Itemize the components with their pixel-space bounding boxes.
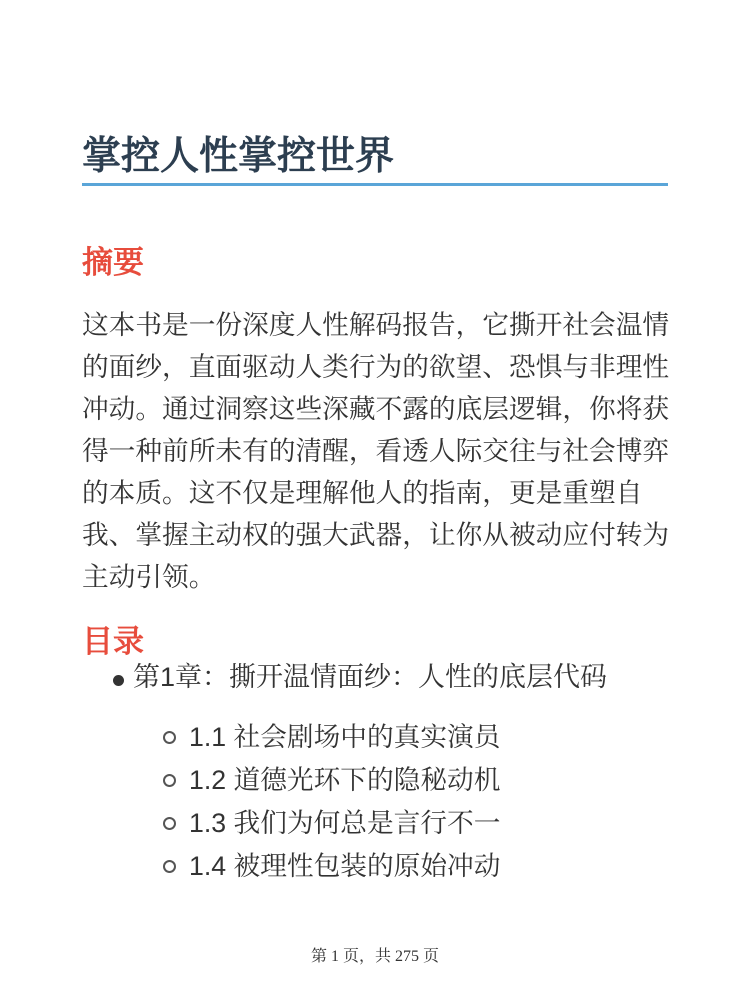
page-number-footer: 第 1 页，共 275 页	[310, 948, 439, 965]
toc-chapter-item	[82, 656, 692, 698]
bullet-circle-icon	[163, 731, 176, 744]
toc-section-list	[82, 716, 692, 888]
abstract-paragraph: 这本书是一份深度人性解码报告，它撕开社会温情的面纱，直面驱动人类行为的欲望、恐惧与非理性冲动。通过洞察这些深藏不露的底层逻辑，你将获得一种前所未有的清醒，看透人际交往与社会博弈的本质。这不仅是理解他人的指南，更是重塑自我、掌握主动权的强大武器，让你从被动应付转为主动引领。	[82, 309, 670, 592]
page-title: 掌控人性掌控世界	[82, 135, 395, 179]
toc-section-label: 1.3 我们为何总是言行不一	[189, 808, 501, 838]
bullet-circle-icon	[163, 860, 176, 873]
toc-section-item	[82, 759, 692, 801]
title-divider	[82, 183, 668, 186]
bullet-disc-icon	[113, 675, 124, 686]
toc-heading: 目录	[82, 623, 144, 659]
toc-section-label: 1.1 社会剧场中的真实演员	[189, 722, 501, 752]
toc-chapter-label: 第1章：撕开温情面纱：人性的底层代码	[133, 662, 608, 692]
toc-section-item	[82, 716, 692, 758]
toc-section-item	[82, 802, 692, 844]
bullet-circle-icon	[163, 774, 176, 787]
abstract-heading: 摘要	[82, 244, 144, 280]
toc-section-label: 1.2 道德光环下的隐秘动机	[189, 765, 501, 795]
toc-section-label: 1.4 被理性包装的原始冲动	[189, 851, 501, 881]
toc-section-item	[82, 845, 692, 887]
bullet-circle-icon	[163, 817, 176, 830]
